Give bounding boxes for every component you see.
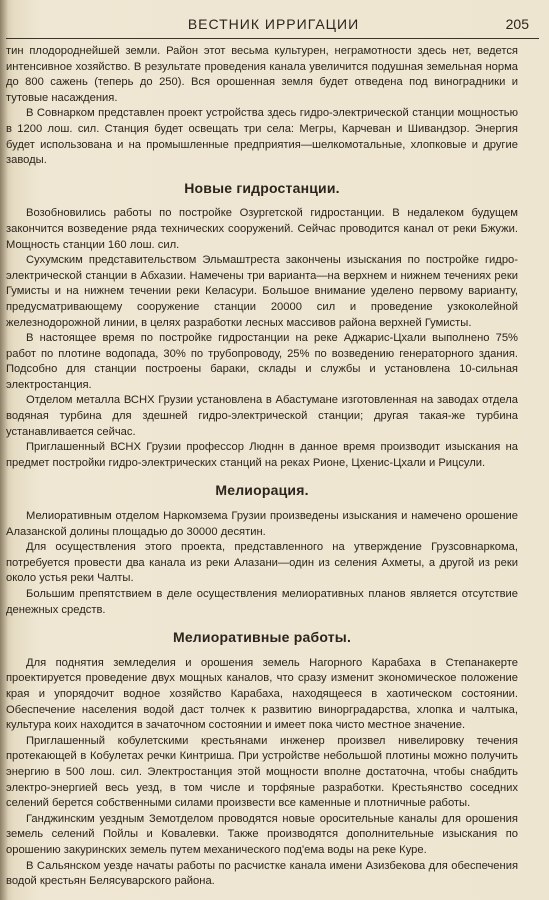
paragraph: Сухумским представительством Эльмаштреста закончены изыскания по постройке гидро-электрической станции в Абхазии. Намечены три варианта—на верхнем и нижнем течениях реки Гумисты и на нижнем течении реки Келасури. Большое внимание уделено первому варианту, предусматривающему сооружение станции 20000 сил и проведение узкоколейной железнодорожной линии, в целях разработки лесных массивов района верхней Гумисты. [6, 254, 518, 329]
paragraph: Приглашенный ВСНХ Грузии профессор Люднн в данное время производит изыскания на предмет постройки гидро-электрических станций на реках Рионе, Цхенис-Цхали и Рицсули. [6, 441, 518, 469]
intro-paragraph: В Совнарком представлен проект устройства здесь гидро-электрической станции мощностью в 1200 лош. сил. Станция будет освещать три села: Мегры, Карчеван и Шивандзор. Энергия будет использована и на промышленные предприятия—шелкомотальные, хлопковые и другие заводы. [6, 107, 518, 167]
intro-paragraph: тин плодороднейшей земли. Район этот весьма культурен, неграмотности здесь нет, ведется интенсивное хозяйство. В результате проведения канала увеличится подушная земельная норма до 800 сажень (теперь до 250). Вся орошенная земля будет отведена под виноградники и тутовые насаждения. [6, 45, 518, 104]
paragraph: Для осуществления этого проекта, представленного на утверждение Грузсовнаркома, потребуется провести два канала из реки Алазани—один из селения Ахметы, а другой из реки около устья реки Чалты. [6, 541, 518, 585]
section-heading-melioration: Мелиорация. [215, 482, 309, 499]
running-header [10, 16, 537, 38]
paragraph: Мелиоративным отделом Наркомзема Грузии произведены изыскания и намечено орошение Алазанской долины площадью до 30000 десятин. [6, 510, 518, 538]
section-heading-new-hydrostations: Новые гидростанции. [184, 179, 340, 196]
header-rule [6, 38, 539, 39]
page-number: 205 [505, 16, 529, 32]
paragraph: Приглашенный кобулетскими крестьянами инженер произвел нивелировку течения протекающей в Кобулетах речки Кинтриша. При устройстве небольшой плотины можно получить энергию в 500 лош. сил. Электростанция этой мощности вполне достаточна, чтобы снабдить электро-энергией весь уезд, в том числе и торфяные разработки. Крестьянство соседних селений берется собственными силами произвести все каменные и плотничные работы. [6, 734, 518, 810]
paragraph: Ганджинским уездным Земотделом проводятся новые оросительные каналы для орошения земель селений Пойлы и Ковалевки. Также производятся дополнительные изыскания по орошению закуринских земель путем механического под'ема воды на реке Куре. [6, 812, 518, 856]
article-body [6, 44, 518, 890]
paragraph: Большим препятствием в деле осуществления мелиоративных планов является отсутствие денежных средств. [6, 588, 518, 616]
paragraph: Возобновились работы по постройке Озургетской гидростанции. В недалеком будущем закончится возведение ряда технических сооружений. Сейчас проводится канал от реки Бжужи. Мощность станции 160 лош. сил. [6, 207, 518, 251]
journal-title: ВЕСТНИК ИРРИГАЦИИ [187, 16, 360, 32]
paragraph: В настоящее время по постройке гидростанции на реке Аджарис-Цхали выполнено 75% работ по плотине водопада, 30% по трубопроводу, 25% по возведению генераторного здания. Подсобно для станции построены бараки, склады и службы и установлена 10-сильная электростанция. [6, 332, 518, 391]
paragraph: Отделом металла ВСНХ Грузии установлена в Абастумане изготовленная на заводах отдела водяная турбина для здешней гидро-электрической станции; другая такая-же турбина устанавливается сейчас. [6, 394, 518, 438]
paragraph: Для поднятия земледелия и орошения земель Нагорного Карабаха в Степанакерте проектируется проведение двух мощных каналов, что сразу изменит экономическое положение края и упорядочит водное хозяйство Карабаха, находящееся в хаотическом состоянии. Обеспечение населения водой даст толчек к развитию винорградарства, хлопка и чалтыка, культура коих находится в зачаточном состоянии и имеет пока чисто местное значение. [6, 656, 518, 732]
section-heading-melioration-works: Мелиоративные работы. [172, 629, 352, 646]
paragraph: В Сальянском уезде начаты работы по расчистке канала имени Азизбекова для обеспечения водой крестьян Белясуварского района. [6, 859, 518, 888]
